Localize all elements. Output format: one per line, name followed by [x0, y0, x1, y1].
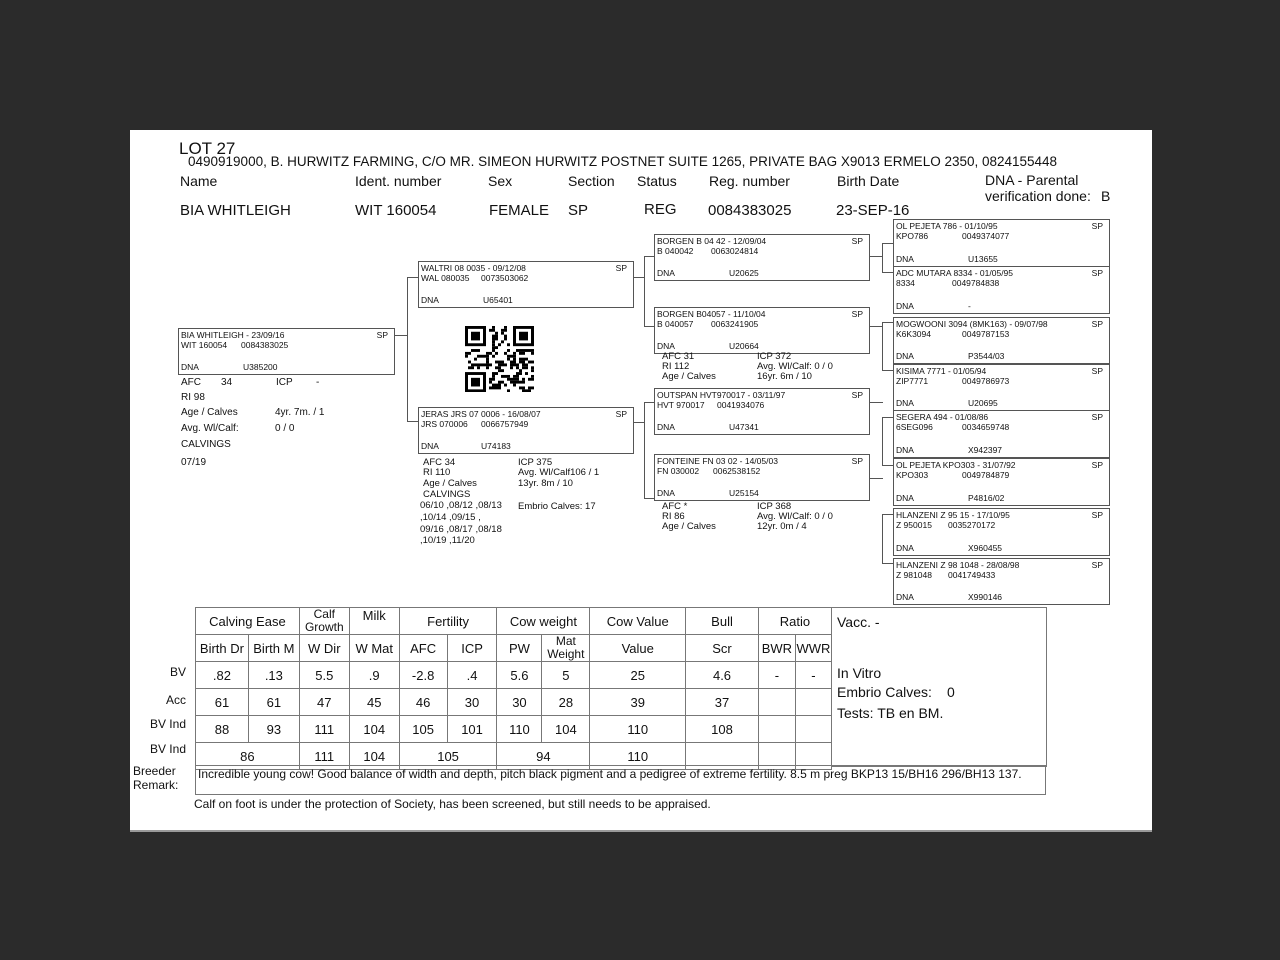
sire-name: WALTRI 08 0035 - 09/12/08	[421, 263, 526, 273]
ggp-dna: -	[968, 301, 971, 311]
sub-header-row	[196, 635, 832, 662]
grandparent-box	[654, 307, 870, 354]
dna-label: DNA - Parental	[985, 172, 1079, 188]
ggp-id: KPO303	[896, 470, 929, 480]
dam-ri: RI 110	[423, 467, 451, 478]
dna-label: DNA	[657, 341, 675, 351]
subject-avg-label: Avg. Wl/Calf:	[181, 423, 239, 434]
sub-header-cell: Value	[590, 635, 686, 662]
embrio-calves-value: 0	[947, 684, 955, 700]
acc-cell	[795, 689, 831, 716]
great-grandparent-box	[893, 266, 1110, 314]
section-label: Section	[568, 173, 615, 189]
ggp-id: ZIP7771	[896, 376, 929, 386]
acc-cell: 61	[248, 689, 299, 716]
sire-id: WAL 080035	[421, 273, 470, 283]
ident-value: WIT 160054	[355, 202, 437, 219]
acc-cell	[758, 689, 795, 716]
ggp-name: ADC MUTARA 8334 - 01/05/95	[896, 268, 1014, 278]
dna-label: DNA	[181, 362, 199, 372]
row-label-bvind: BV Ind	[149, 717, 186, 731]
dam-section: SP	[615, 409, 627, 419]
ggp-name: HLANZENI Z 95 15 - 17/10/95	[896, 510, 1010, 520]
dam-icp: ICP 375	[518, 457, 553, 468]
ggp-dna: P4816/02	[968, 493, 1005, 503]
sire-reg: 0073503062	[481, 273, 529, 283]
status-label: Status	[637, 173, 677, 189]
dam-calvings-3: 09/16 ,08/17 ,08/18	[420, 524, 502, 535]
remark-note: Calf on foot is under the protection of Society, has been screened, but still needs to be appraised.	[194, 797, 711, 811]
row-label-bv: BV	[169, 665, 186, 679]
bvind-cell: 108	[686, 716, 759, 743]
grandparent-box	[654, 454, 870, 501]
gp-section: SP	[851, 456, 863, 466]
dna-label: DNA	[896, 254, 914, 264]
group-milk: Milk	[349, 608, 399, 635]
sex-label: Sex	[488, 173, 513, 189]
dam-id: JRS 070006	[421, 419, 468, 429]
subject-age: 4yr. 7m. / 1	[275, 407, 325, 418]
gp-reg: 0063241905	[711, 319, 759, 329]
dam-avg: Avg. Wl/Calf106 / 1	[518, 467, 600, 478]
gp-id: HVT 970017	[657, 400, 705, 410]
ggp-name: HLANZENI Z 98 1048 - 28/08/98	[896, 560, 1020, 570]
sire-dna: U65401	[483, 295, 513, 305]
dna-label: DNA	[896, 493, 914, 503]
dna-label-2: verification done:	[985, 188, 1091, 204]
dna-label: DNA	[421, 441, 439, 451]
dna-label: DNA	[421, 295, 439, 305]
bvind-row	[196, 716, 832, 743]
bvind-cell: 104	[542, 716, 590, 743]
group-bull: Bull	[686, 608, 759, 635]
subject-icp: -	[316, 377, 320, 388]
ggp-id: KPO786	[896, 231, 929, 241]
dam-calvings-4: ,10/19 ,11/20	[420, 535, 475, 546]
subject-reg: 0084383025	[241, 340, 289, 350]
grandparent-box	[654, 388, 870, 435]
sire-section: SP	[615, 263, 627, 273]
bvind-cell: 110	[497, 716, 542, 743]
gp-id: B 040057	[657, 319, 694, 329]
gp2-avg: Avg. Wl/Calf: 0 / 0	[757, 361, 833, 372]
ggp-name: SEGERA 494 - 01/08/86	[896, 412, 989, 422]
sex-value: FEMALE	[489, 202, 550, 219]
bv-cell: .4	[447, 662, 497, 689]
ident-label: Ident. number	[355, 173, 442, 189]
gp-id: B 040042	[657, 246, 694, 256]
subject-afc: 34	[221, 377, 233, 388]
bvind-cell: 93	[248, 716, 299, 743]
acc-row	[196, 689, 832, 716]
sub-header-cell: Scr	[686, 635, 759, 662]
reg-value: 0084383025	[708, 202, 792, 219]
great-grandparent-box	[893, 317, 1110, 364]
dna-label: DNA	[896, 445, 914, 455]
bvind-cell: 104	[349, 716, 399, 743]
acc-cell: 30	[447, 689, 497, 716]
group-fertility: Fertility	[399, 608, 497, 635]
ggp-name: OL PEJETA 786 - 01/10/95	[896, 221, 998, 231]
sub-header-cell: ICP	[447, 635, 497, 662]
in-vitro-text: In Vitro	[837, 665, 882, 681]
dna-label: DNA	[657, 422, 675, 432]
sub-header-cell: Birth Dr	[196, 635, 249, 662]
gp2-ri: RI 112	[662, 361, 690, 372]
ggp-reg: 0049374077	[962, 231, 1010, 241]
catalogue-page	[130, 130, 1152, 832]
gp2-icp: ICP 372	[757, 351, 792, 362]
ggp-id: 6SEG096	[896, 422, 933, 432]
acc-cell: 30	[497, 689, 542, 716]
dam-calvings-2: ,10/14 ,09/15 ,	[420, 512, 481, 523]
ggp-id: K6K3094	[896, 329, 931, 339]
ggp-name: OL PEJETA KPO303 - 31/07/92	[896, 460, 1016, 470]
acc-cell: 37	[686, 689, 759, 716]
gp-section: SP	[851, 390, 863, 400]
ggp-id: Z 981048	[896, 570, 932, 580]
group-calf-growth: Calf Growth	[299, 608, 349, 635]
bv-cell: 5.5	[299, 662, 349, 689]
name-value: BIA WHITLEIGH	[180, 202, 291, 219]
gp4-ri: RI 86	[662, 511, 685, 522]
row-label-acc: Acc	[165, 693, 186, 707]
gp-dna: U20664	[729, 341, 759, 351]
qr-code-icon	[465, 326, 535, 392]
dam-calvings-label: CALVINGS	[423, 489, 471, 500]
gp4-afc: AFC *	[662, 501, 688, 512]
acc-cell: 45	[349, 689, 399, 716]
ggp-id: Z 950015	[896, 520, 932, 530]
gp4-age: 12yr. 0m / 4	[757, 521, 807, 532]
bv-cell: -	[758, 662, 795, 689]
dam-pedigree-box	[418, 407, 634, 454]
subject-age-label: Age / Calves	[181, 407, 238, 418]
dna-label: DNA	[657, 268, 675, 278]
remark-label: Breeder	[133, 764, 176, 778]
bvind-cell: 105	[399, 716, 447, 743]
dna-value: B	[1101, 188, 1111, 204]
tests-text: Tests: TB en BM.	[837, 705, 944, 721]
bvind-cell: 110	[590, 716, 686, 743]
gp2-age-label: Age / Calves	[662, 371, 716, 382]
subject-ri: RI 98	[181, 392, 205, 403]
dam-age: 13yr. 8m / 10	[518, 478, 573, 489]
sub-header-cell: W Mat	[349, 635, 399, 662]
bvind-cell: 88	[196, 716, 249, 743]
dam-name: JERAS JRS 07 0006 - 16/08/07	[421, 409, 541, 419]
gp-name: OUTSPAN HVT970017 - 03/11/97	[657, 390, 786, 400]
sub-header-cell: Birth M	[248, 635, 299, 662]
great-grandparent-box	[893, 508, 1110, 556]
gp-id: FN 030002	[657, 466, 700, 476]
dna-label: DNA	[896, 301, 914, 311]
status-value: REG	[644, 201, 677, 218]
ggp-section: SP	[1091, 221, 1103, 231]
bv-cell: -2.8	[399, 662, 447, 689]
gp4-avg: Avg. Wl/Calf: 0 / 0	[757, 511, 833, 522]
subject-afc-label: AFC	[181, 377, 201, 388]
acc-cell: 61	[196, 689, 249, 716]
subject-section: SP	[376, 330, 388, 340]
bv-row	[196, 662, 832, 689]
ggp-name: MOGWOONI 3094 (8MK163) - 09/07/98	[896, 319, 1048, 329]
gp-name: BORGEN B 04 42 - 12/09/04	[657, 236, 767, 246]
side-panel	[831, 607, 1047, 767]
grandparent-box	[654, 234, 870, 281]
embrio-calves-label: Embrio Calves:	[837, 684, 932, 700]
remark-box	[195, 765, 1046, 795]
gp4-age-label: Age / Calves	[662, 521, 716, 532]
bvind-cell: 111	[299, 716, 349, 743]
dam-reg: 0066757949	[481, 419, 529, 429]
subject-name: BIA WHITLEIGH - 23/09/16	[181, 330, 285, 340]
gp-reg: 0041934076	[717, 400, 765, 410]
ggp-reg: 0049786973	[962, 376, 1010, 386]
bv-cell: 4.6	[686, 662, 759, 689]
sub-header-cell: Mat Weight	[542, 635, 590, 662]
subject-id: WIT 160054	[181, 340, 228, 350]
ggp-dna: U13655	[968, 254, 998, 264]
dna-label: DNA	[657, 488, 675, 498]
bv-cell: 5	[542, 662, 590, 689]
ggp-section: SP	[1091, 460, 1103, 470]
sub-header-cell: AFC	[399, 635, 447, 662]
ggp-id: 8334	[896, 278, 915, 288]
remark-label-2: Remark:	[133, 778, 179, 792]
gp-name: BORGEN B04057 - 11/10/04	[657, 309, 766, 319]
great-grandparent-box	[893, 219, 1110, 267]
ggp-reg: 0034659748	[962, 422, 1010, 432]
gp-dna: U25154	[729, 488, 759, 498]
group-cow-value: Cow Value	[590, 608, 686, 635]
ggp-dna: X960455	[968, 543, 1003, 553]
dna-label: DNA	[896, 592, 914, 602]
ggp-dna: U20695	[968, 398, 998, 408]
bv-cell: 5.6	[497, 662, 542, 689]
birth-label: Birth Date	[837, 173, 900, 189]
dna-label: DNA	[896, 398, 914, 408]
bvind-group-cell: 104	[349, 743, 399, 770]
gp-section: SP	[851, 309, 863, 319]
remark-text: Incredible young cow! Good balance of width and depth, pitch black pigment and a pedigree of extreme fertility. 8.5 m preg BKP13 15/BH16 296/BH13 137.	[198, 767, 1022, 781]
dam-embrio-calves: Embrio Calves: 17	[518, 501, 596, 512]
great-grandparent-box	[893, 410, 1110, 458]
reg-label: Reg. number	[709, 173, 790, 189]
dam-age-label: Age / Calves	[423, 478, 477, 489]
gp-dna: U47341	[729, 422, 759, 432]
bvind-group-cell: 110	[590, 743, 686, 770]
ggp-reg: 0049784879	[962, 470, 1010, 480]
gp-reg: 0062538152	[713, 466, 761, 476]
bvind-group-cell: 111	[299, 743, 349, 770]
sub-header-cell: BWR	[758, 635, 795, 662]
gp-section: SP	[851, 236, 863, 246]
subject-icp-label: ICP	[276, 377, 293, 388]
ggp-section: SP	[1091, 366, 1103, 376]
dam-dna: U74183	[481, 441, 511, 451]
acc-cell: 39	[590, 689, 686, 716]
great-grandparent-box	[893, 458, 1110, 506]
subject-calvings: 07/19	[181, 457, 207, 468]
acc-cell: 28	[542, 689, 590, 716]
group-calving-ease: Calving Ease	[196, 608, 300, 635]
bvind-group-cell: 105	[399, 743, 497, 770]
ggp-section: SP	[1091, 560, 1103, 570]
ggp-section: SP	[1091, 268, 1103, 278]
group-header-row	[196, 608, 832, 635]
bv-cell: .82	[196, 662, 249, 689]
gp2-afc: AFC 31	[662, 351, 695, 362]
sub-header-cell: WWR	[795, 635, 831, 662]
dna-label: DNA	[896, 351, 914, 361]
bv-cell: -	[795, 662, 831, 689]
ggp-reg: 0041749433	[948, 570, 996, 580]
bv-cell: .9	[349, 662, 399, 689]
great-grandparent-box	[893, 558, 1110, 605]
subject-calvings-label: CALVINGS	[181, 439, 231, 450]
ggp-section: SP	[1091, 412, 1103, 422]
vacc-text: Vacc. -	[837, 614, 880, 630]
dam-afc: AFC 34	[423, 457, 456, 468]
ggp-dna: X942397	[968, 445, 1003, 455]
dam-calvings-1: 06/10 ,08/12 ,08/13	[420, 500, 502, 511]
group-ratio: Ratio	[758, 608, 831, 635]
sub-header-cell: PW	[497, 635, 542, 662]
breeding-values-table	[195, 607, 832, 770]
gp-dna: U20625	[729, 268, 759, 278]
ggp-section: SP	[1091, 510, 1103, 520]
bvind-cell	[795, 716, 831, 743]
ggp-reg: 0035270172	[948, 520, 996, 530]
ggp-section: SP	[1091, 319, 1103, 329]
subject-pedigree-box	[178, 328, 395, 375]
gp4-icp: ICP 368	[757, 501, 792, 512]
ggp-reg: 0049784838	[952, 278, 1000, 288]
ggp-dna: P3544/03	[968, 351, 1005, 361]
birth-value: 23-SEP-16	[836, 202, 910, 219]
bvind-group-cell: 94	[497, 743, 590, 770]
acc-cell: 46	[399, 689, 447, 716]
bv-cell: 25	[590, 662, 686, 689]
bvind-cell: 101	[447, 716, 497, 743]
acc-cell: 47	[299, 689, 349, 716]
bv-cell: .13	[248, 662, 299, 689]
gp-reg: 0063024814	[711, 246, 759, 256]
name-label: Name	[180, 173, 218, 189]
breeder-address: 0490919000, B. HURWITZ FARMING, C/O MR. SIMEON HURWITZ POSTNET SUITE 1265, PRIVATE BAG X9013 ERMELO 2350, 0824155448	[188, 154, 1058, 169]
sire-pedigree-box	[418, 261, 634, 308]
section-value: SP	[568, 202, 589, 219]
subject-dna: U385200	[243, 362, 278, 372]
ggp-name: KISIMA 7771 - 01/05/94	[896, 366, 987, 376]
sub-header-cell: W Dir	[299, 635, 349, 662]
ggp-dna: X990146	[968, 592, 1003, 602]
dna-label: DNA	[896, 543, 914, 553]
subject-avg: 0 / 0	[275, 423, 295, 434]
great-grandparent-box	[893, 364, 1110, 411]
bvind-cell	[758, 716, 795, 743]
row-label-bvind-2: BV Ind	[149, 742, 186, 756]
gp2-age: 16yr. 6m / 10	[757, 371, 812, 382]
bvind-group-cell: 86	[196, 743, 300, 770]
lot-number: LOT 27	[179, 139, 236, 158]
group-cow-weight: Cow weight	[497, 608, 590, 635]
ggp-reg: 0049787153	[962, 329, 1010, 339]
gp-name: FONTEINE FN 03 02 - 14/05/03	[657, 456, 778, 466]
